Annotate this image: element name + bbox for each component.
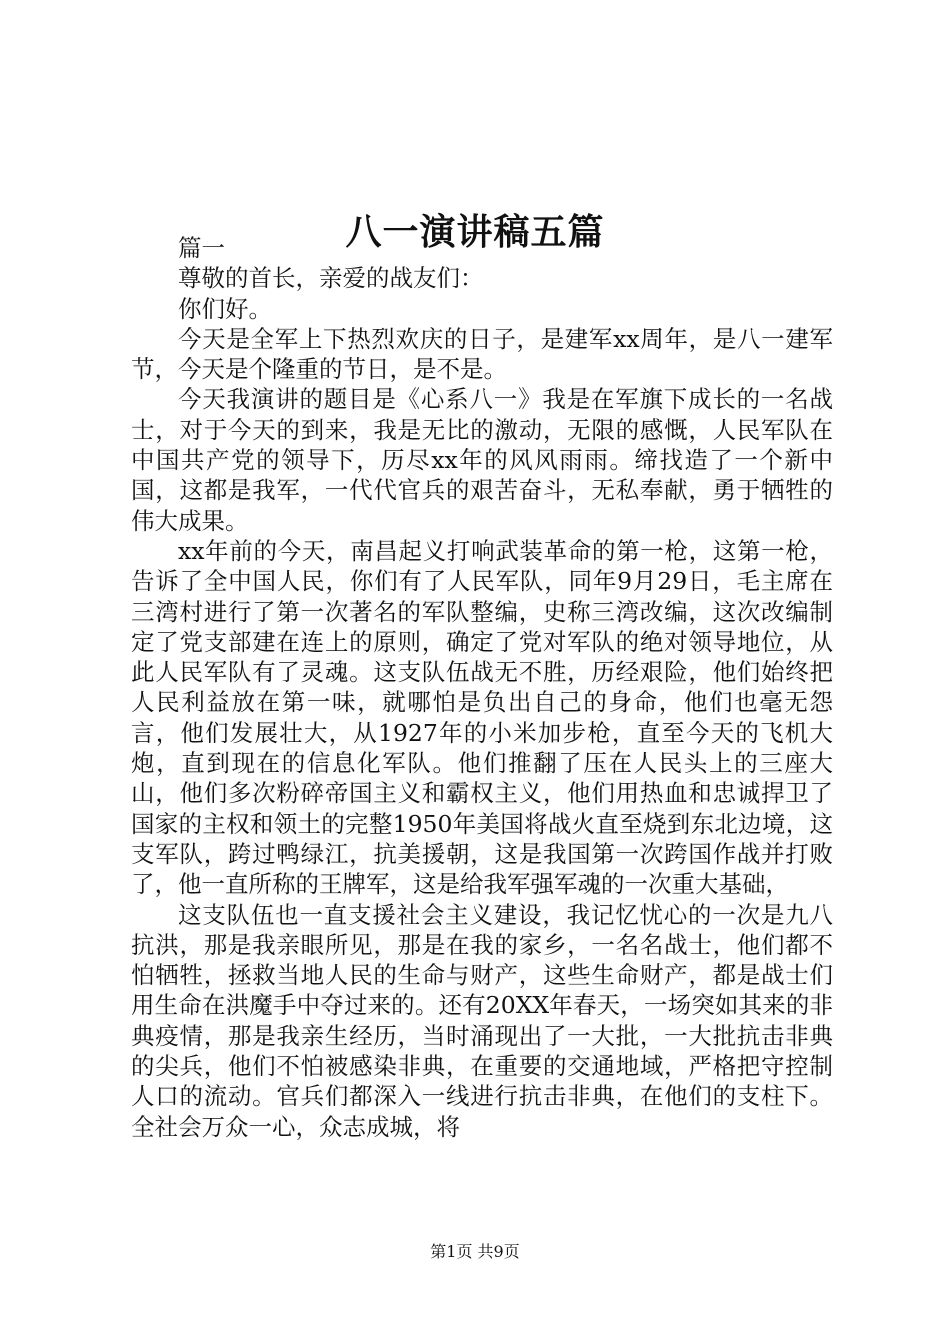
paragraph-salutation: 尊敬的首长，亲爱的战友们： bbox=[178, 264, 484, 293]
paragraph: 这支队伍也一直支援社会主义建设，我记忆忧心的一次是九八抗洪，那是我亲眼所见，那是在我的家乡，一名名战士，他们都不怕牺牲，拯救当地人民的生命与财产，这些生命财产，都是战士们用生命在洪魔手中夺过来的。还有20XX年春天，一场突如其来的非典疫情，那是我亲生经历，当时涌现出了一大批，一大批抗击非典的尖兵，他们不怕被感染非典，在重要的交通地域，严格把守控制人口的流动。官兵们都深入一线进行抗击非典，在他们的支柱下。全社会万众一心，众志成城，将 bbox=[131, 900, 833, 1141]
paragraph: 今天是全军上下热烈欢庆的日子，是建军xx周年，是八一建军节，今天是个隆重的节日，是不是。 bbox=[131, 324, 833, 384]
paragraph-section-heading: 篇一 bbox=[178, 234, 225, 262]
page-number-footer: 第1页 共9页 bbox=[430, 1242, 520, 1261]
paragraph: 今天我演讲的题目是《心系八一》我是在军旗下成长的一名战士，对于今天的到来，我是无比的激动，无限的感慨，人民军队在中国共产党的领导下，历尽xx年的风风雨雨。缔找造了一个新中国，这都是我军，一代代官兵的艰苦奋斗，无私奉献，勇于牺牲的伟大成果。 bbox=[131, 385, 833, 535]
document-body bbox=[131, 233, 833, 1142]
document-title: 八一演讲稿五篇 bbox=[345, 211, 605, 254]
paragraph: xx年前的今天，南昌起义打响武装革命的第一枪，这第一枪，告诉了全中国人民，你们有了人民军队，同年9月29日，毛主席在三湾村进行了第一次著名的军队整编，史称三湾改编，这次改编制定了党支部建在连上的原则，确定了党对军队的绝对领导地位，从此人民军队有了灵魂。这支队伍战无不胜，历经艰险，他们始终把人民利益放在第一味，就哪怕是负出自己的身命，他们也毫无怨言，他们发展壮大，从1927年的小米加步枪，直至今天的飞机大炮，直到现在的信息化军队。他们推翻了压在人民头上的三座大山，他们多次粉碎帝国主义和霸权主义，他们用热血和忠诚捍卫了国家的主权和领土的完整1950年美国将战火直至烧到东北边境，这支军队，跨过鸭绿江，抗美援朝，这是我国第一次跨国作战并打败了，他一直所称的王牌军，这是给我军强军魂的一次重大基础， bbox=[131, 536, 833, 899]
paragraph-greeting: 你们好。 bbox=[178, 294, 272, 323]
